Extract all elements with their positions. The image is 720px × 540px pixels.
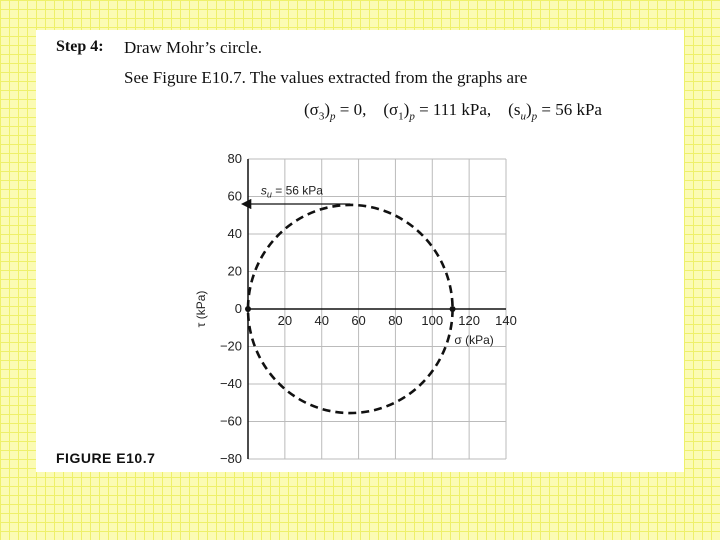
su-annotation-label: $s_u = 56$ kPa <box>260 183 323 200</box>
step-description: See Figure E10.7. The values extracted from the graphs are <box>124 68 528 87</box>
figure-caption: FIGURE E10.7 <box>56 450 156 466</box>
principal-stress-point <box>450 306 456 312</box>
document-page <box>36 30 684 472</box>
y-tick-label: 60 <box>227 188 242 204</box>
y-tick-label: 40 <box>227 226 242 241</box>
step-title: Draw Mohr’s circle. <box>124 38 263 57</box>
mohr-circle-chart <box>36 30 684 472</box>
y-tick-label: −20 <box>219 338 242 354</box>
y-tick-label: −60 <box>219 413 242 429</box>
x-tick-label: 60 <box>351 313 366 328</box>
y-tick-label: −80 <box>219 451 242 466</box>
y-tick-label: 0 <box>234 301 242 316</box>
y-axis-label: τ (kPa) <box>194 290 208 328</box>
x-tick-label: 40 <box>314 313 329 328</box>
principal-stress-point <box>245 306 251 312</box>
y-tick-label: −40 <box>219 376 242 391</box>
principal-values-equation: $(\sigma_3)_p = 0$, $(\sigma_1)_p = 111$ kPa, $(s_u)_p = 56$ kPa <box>304 100 602 123</box>
y-tick-label: 80 <box>227 151 242 166</box>
y-tick-label: 20 <box>227 263 242 279</box>
x-tick-label: 140 <box>495 313 517 328</box>
x-axis-label: σ (kPa) <box>454 333 494 347</box>
x-tick-label: 80 <box>388 313 403 328</box>
step-label: Step 4: <box>56 38 104 55</box>
x-tick-label: 100 <box>421 313 444 328</box>
x-tick-label: 20 <box>277 313 293 328</box>
x-tick-label: 120 <box>458 313 480 328</box>
